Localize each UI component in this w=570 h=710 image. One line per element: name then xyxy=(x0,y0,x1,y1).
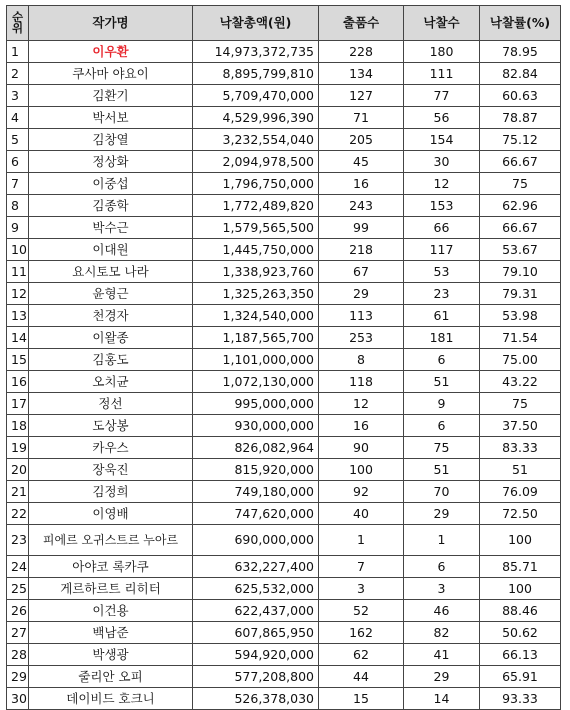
cell-artist: 장욱진 xyxy=(29,459,193,481)
cell-lots: 90 xyxy=(319,437,404,459)
cell-rank: 15 xyxy=(7,349,29,371)
cell-total-amount: 526,378,030 xyxy=(193,688,319,710)
table-row xyxy=(7,41,561,63)
cell-sell-rate: 37.50 xyxy=(480,415,561,437)
cell-artist: 김정희 xyxy=(29,481,193,503)
cell-rank: 28 xyxy=(7,644,29,666)
cell-total-amount: 607,865,950 xyxy=(193,622,319,644)
cell-artist: 이건용 xyxy=(29,600,193,622)
cell-total-amount: 14,973,372,735 xyxy=(193,41,319,63)
cell-rank: 1 xyxy=(7,41,29,63)
cell-sell-rate: 83.33 xyxy=(480,437,561,459)
table-row xyxy=(7,644,561,666)
cell-artist: 오치균 xyxy=(29,371,193,393)
cell-rank: 26 xyxy=(7,600,29,622)
cell-total-amount: 1,187,565,700 xyxy=(193,327,319,349)
cell-sell-rate: 79.10 xyxy=(480,261,561,283)
table-row xyxy=(7,283,561,305)
table-row xyxy=(7,173,561,195)
cell-sold: 41 xyxy=(404,644,480,666)
cell-sold: 61 xyxy=(404,305,480,327)
cell-lots: 134 xyxy=(319,63,404,85)
cell-sell-rate: 93.33 xyxy=(480,688,561,710)
cell-lots: 118 xyxy=(319,371,404,393)
cell-sold: 153 xyxy=(404,195,480,217)
cell-rank: 27 xyxy=(7,622,29,644)
cell-lots: 15 xyxy=(319,688,404,710)
cell-sold: 70 xyxy=(404,481,480,503)
cell-rank: 6 xyxy=(7,151,29,173)
cell-sold: 30 xyxy=(404,151,480,173)
cell-artist: 쿠사마 야요이 xyxy=(29,63,193,85)
cell-sold: 117 xyxy=(404,239,480,261)
table-row xyxy=(7,239,561,261)
cell-artist: 이우환 xyxy=(29,41,193,63)
cell-artist: 이중섭 xyxy=(29,173,193,195)
cell-sold: 51 xyxy=(404,459,480,481)
cell-total-amount: 4,529,996,390 xyxy=(193,107,319,129)
cell-sold: 111 xyxy=(404,63,480,85)
cell-total-amount: 8,895,799,810 xyxy=(193,63,319,85)
cell-rank: 30 xyxy=(7,688,29,710)
cell-sold: 14 xyxy=(404,688,480,710)
cell-sell-rate: 100 xyxy=(480,525,561,556)
cell-artist: 이영배 xyxy=(29,503,193,525)
cell-lots: 16 xyxy=(319,173,404,195)
header-rank: 순위 xyxy=(7,6,29,41)
cell-total-amount: 930,000,000 xyxy=(193,415,319,437)
cell-total-amount: 815,920,000 xyxy=(193,459,319,481)
auction-ranking-table xyxy=(6,5,561,710)
cell-sell-rate: 51 xyxy=(480,459,561,481)
cell-rank: 18 xyxy=(7,415,29,437)
cell-sold: 77 xyxy=(404,85,480,107)
cell-rank: 2 xyxy=(7,63,29,85)
header-sold: 낙찰수 xyxy=(404,6,480,41)
cell-artist: 김홍도 xyxy=(29,349,193,371)
cell-artist: 정선 xyxy=(29,393,193,415)
cell-rank: 9 xyxy=(7,217,29,239)
cell-sell-rate: 82.84 xyxy=(480,63,561,85)
cell-rank: 4 xyxy=(7,107,29,129)
cell-sell-rate: 53.67 xyxy=(480,239,561,261)
cell-sold: 51 xyxy=(404,371,480,393)
cell-artist: 김종학 xyxy=(29,195,193,217)
cell-total-amount: 594,920,000 xyxy=(193,644,319,666)
cell-artist: 김환기 xyxy=(29,85,193,107)
cell-rank: 20 xyxy=(7,459,29,481)
cell-lots: 100 xyxy=(319,459,404,481)
cell-rank: 24 xyxy=(7,556,29,578)
cell-rank: 17 xyxy=(7,393,29,415)
cell-sold: 82 xyxy=(404,622,480,644)
cell-rank: 16 xyxy=(7,371,29,393)
cell-lots: 45 xyxy=(319,151,404,173)
cell-lots: 162 xyxy=(319,622,404,644)
cell-sold: 6 xyxy=(404,349,480,371)
table-row xyxy=(7,349,561,371)
cell-sell-rate: 75 xyxy=(480,173,561,195)
cell-rank: 14 xyxy=(7,327,29,349)
table-row xyxy=(7,107,561,129)
cell-total-amount: 5,709,470,000 xyxy=(193,85,319,107)
table-row xyxy=(7,503,561,525)
cell-artist: 아야코 록카쿠 xyxy=(29,556,193,578)
cell-sold: 180 xyxy=(404,41,480,63)
cell-artist: 줄리안 오피 xyxy=(29,666,193,688)
cell-lots: 127 xyxy=(319,85,404,107)
cell-artist: 요시토모 나라 xyxy=(29,261,193,283)
cell-sell-rate: 62.96 xyxy=(480,195,561,217)
cell-artist: 데이비드 호크니 xyxy=(29,688,193,710)
cell-artist: 카우스 xyxy=(29,437,193,459)
cell-lots: 113 xyxy=(319,305,404,327)
table-row xyxy=(7,371,561,393)
cell-sell-rate: 79.31 xyxy=(480,283,561,305)
cell-rank: 29 xyxy=(7,666,29,688)
cell-sold: 6 xyxy=(404,415,480,437)
header-sell-rate: 낙찰률(%) xyxy=(480,6,561,41)
cell-artist: 도상봉 xyxy=(29,415,193,437)
cell-sell-rate: 66.67 xyxy=(480,217,561,239)
cell-total-amount: 2,094,978,500 xyxy=(193,151,319,173)
cell-rank: 10 xyxy=(7,239,29,261)
cell-lots: 8 xyxy=(319,349,404,371)
cell-lots: 228 xyxy=(319,41,404,63)
cell-rank: 3 xyxy=(7,85,29,107)
cell-sold: 53 xyxy=(404,261,480,283)
cell-rank: 23 xyxy=(7,525,29,556)
cell-total-amount: 747,620,000 xyxy=(193,503,319,525)
table-row xyxy=(7,327,561,349)
cell-sell-rate: 43.22 xyxy=(480,371,561,393)
cell-sell-rate: 78.95 xyxy=(480,41,561,63)
cell-total-amount: 3,232,554,040 xyxy=(193,129,319,151)
cell-total-amount: 1,072,130,000 xyxy=(193,371,319,393)
cell-sell-rate: 72.50 xyxy=(480,503,561,525)
cell-artist: 박수근 xyxy=(29,217,193,239)
cell-sell-rate: 60.63 xyxy=(480,85,561,107)
cell-lots: 40 xyxy=(319,503,404,525)
table-row xyxy=(7,525,561,556)
cell-lots: 62 xyxy=(319,644,404,666)
header-total-amount: 낙찰총액(원) xyxy=(193,6,319,41)
cell-lots: 3 xyxy=(319,578,404,600)
cell-artist: 이대원 xyxy=(29,239,193,261)
cell-rank: 19 xyxy=(7,437,29,459)
table-row xyxy=(7,85,561,107)
cell-sell-rate: 78.87 xyxy=(480,107,561,129)
table-row xyxy=(7,666,561,688)
table-row xyxy=(7,195,561,217)
cell-total-amount: 625,532,000 xyxy=(193,578,319,600)
table-body xyxy=(7,41,561,710)
cell-rank: 21 xyxy=(7,481,29,503)
cell-total-amount: 826,082,964 xyxy=(193,437,319,459)
table-row xyxy=(7,437,561,459)
table-row xyxy=(7,63,561,85)
cell-artist: 이왈종 xyxy=(29,327,193,349)
header-row xyxy=(7,6,561,41)
cell-lots: 12 xyxy=(319,393,404,415)
table-row xyxy=(7,622,561,644)
cell-lots: 218 xyxy=(319,239,404,261)
cell-artist: 게르하르트 리히터 xyxy=(29,578,193,600)
cell-lots: 99 xyxy=(319,217,404,239)
cell-sell-rate: 50.62 xyxy=(480,622,561,644)
cell-sold: 23 xyxy=(404,283,480,305)
cell-rank: 12 xyxy=(7,283,29,305)
cell-total-amount: 1,325,263,350 xyxy=(193,283,319,305)
table-row xyxy=(7,459,561,481)
cell-lots: 16 xyxy=(319,415,404,437)
cell-sell-rate: 88.46 xyxy=(480,600,561,622)
cell-lots: 44 xyxy=(319,666,404,688)
cell-sold: 46 xyxy=(404,600,480,622)
table-row xyxy=(7,688,561,710)
cell-artist: 천경자 xyxy=(29,305,193,327)
cell-sell-rate: 75.00 xyxy=(480,349,561,371)
table-row xyxy=(7,393,561,415)
cell-sell-rate: 71.54 xyxy=(480,327,561,349)
header-artist: 작가명 xyxy=(29,6,193,41)
cell-sell-rate: 75 xyxy=(480,393,561,415)
cell-total-amount: 749,180,000 xyxy=(193,481,319,503)
cell-lots: 1 xyxy=(319,525,404,556)
cell-sold: 56 xyxy=(404,107,480,129)
cell-total-amount: 690,000,000 xyxy=(193,525,319,556)
cell-rank: 7 xyxy=(7,173,29,195)
cell-sold: 29 xyxy=(404,503,480,525)
table-row xyxy=(7,600,561,622)
cell-sell-rate: 65.91 xyxy=(480,666,561,688)
cell-artist: 박서보 xyxy=(29,107,193,129)
cell-artist: 김창열 xyxy=(29,129,193,151)
cell-total-amount: 1,445,750,000 xyxy=(193,239,319,261)
cell-artist: 피에르 오귀스트르 누아르 xyxy=(29,525,193,556)
cell-sold: 154 xyxy=(404,129,480,151)
cell-rank: 11 xyxy=(7,261,29,283)
cell-sold: 6 xyxy=(404,556,480,578)
cell-sell-rate: 53.98 xyxy=(480,305,561,327)
cell-lots: 92 xyxy=(319,481,404,503)
table-row xyxy=(7,578,561,600)
table-row xyxy=(7,481,561,503)
cell-sold: 181 xyxy=(404,327,480,349)
cell-artist: 윤형근 xyxy=(29,283,193,305)
cell-sell-rate: 75.12 xyxy=(480,129,561,151)
cell-total-amount: 1,579,565,500 xyxy=(193,217,319,239)
cell-sold: 12 xyxy=(404,173,480,195)
cell-lots: 52 xyxy=(319,600,404,622)
cell-sell-rate: 85.71 xyxy=(480,556,561,578)
cell-rank: 8 xyxy=(7,195,29,217)
cell-lots: 67 xyxy=(319,261,404,283)
table-row xyxy=(7,129,561,151)
cell-total-amount: 632,227,400 xyxy=(193,556,319,578)
cell-lots: 205 xyxy=(319,129,404,151)
table-row xyxy=(7,305,561,327)
cell-sold: 75 xyxy=(404,437,480,459)
cell-rank: 25 xyxy=(7,578,29,600)
cell-total-amount: 1,324,540,000 xyxy=(193,305,319,327)
cell-sell-rate: 100 xyxy=(480,578,561,600)
table-row xyxy=(7,415,561,437)
cell-lots: 71 xyxy=(319,107,404,129)
table-row xyxy=(7,217,561,239)
cell-lots: 243 xyxy=(319,195,404,217)
cell-sell-rate: 66.67 xyxy=(480,151,561,173)
cell-rank: 5 xyxy=(7,129,29,151)
cell-artist: 정상화 xyxy=(29,151,193,173)
cell-rank: 13 xyxy=(7,305,29,327)
cell-total-amount: 622,437,000 xyxy=(193,600,319,622)
cell-sell-rate: 76.09 xyxy=(480,481,561,503)
cell-lots: 7 xyxy=(319,556,404,578)
cell-total-amount: 1,796,750,000 xyxy=(193,173,319,195)
cell-lots: 29 xyxy=(319,283,404,305)
cell-sold: 66 xyxy=(404,217,480,239)
cell-artist: 박생광 xyxy=(29,644,193,666)
cell-artist: 백남준 xyxy=(29,622,193,644)
header-lots: 출품수 xyxy=(319,6,404,41)
cell-sell-rate: 66.13 xyxy=(480,644,561,666)
table-row xyxy=(7,151,561,173)
cell-sold: 29 xyxy=(404,666,480,688)
cell-total-amount: 1,101,000,000 xyxy=(193,349,319,371)
cell-total-amount: 995,000,000 xyxy=(193,393,319,415)
cell-total-amount: 1,338,923,760 xyxy=(193,261,319,283)
table-row xyxy=(7,556,561,578)
cell-lots: 253 xyxy=(319,327,404,349)
table-row xyxy=(7,261,561,283)
table-header xyxy=(7,6,561,41)
cell-total-amount: 577,208,800 xyxy=(193,666,319,688)
cell-total-amount: 1,772,489,820 xyxy=(193,195,319,217)
cell-sold: 3 xyxy=(404,578,480,600)
cell-sold: 1 xyxy=(404,525,480,556)
cell-sold: 9 xyxy=(404,393,480,415)
cell-rank: 22 xyxy=(7,503,29,525)
